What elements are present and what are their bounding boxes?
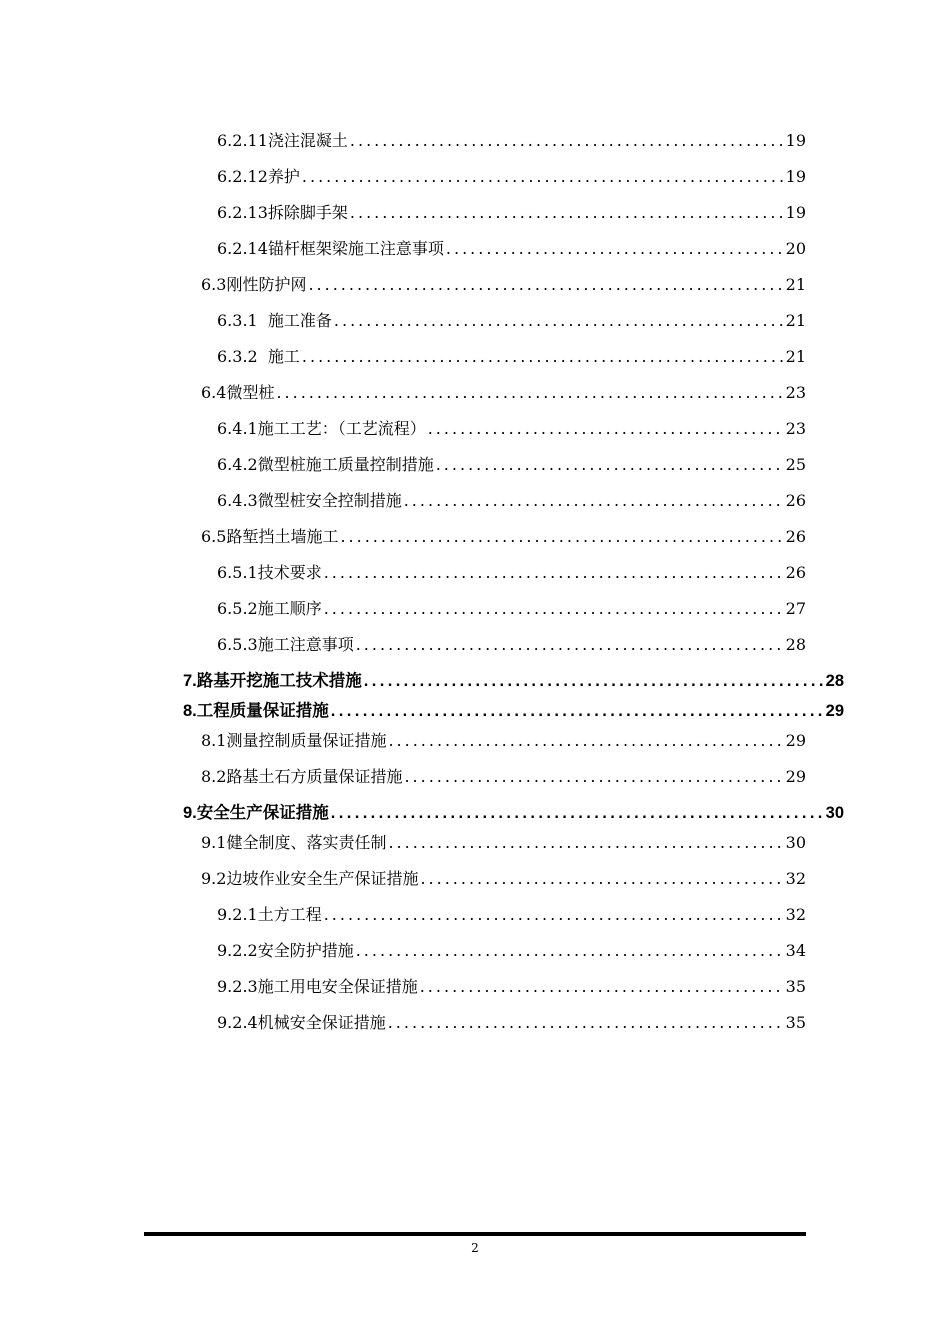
toc-leader-dots [331, 804, 824, 823]
toc-leader-dots [324, 905, 784, 924]
toc-entry-label: 6.5.1技术要求 [217, 563, 322, 582]
toc-page-number: 20 [785, 239, 806, 258]
toc-leader-dots [364, 672, 824, 691]
toc-leader-dots [388, 833, 783, 852]
toc-entry[interactable] [217, 632, 806, 655]
toc-entry-label: 9.安全生产保证措施 [183, 804, 329, 822]
toc-leader-dots [428, 419, 784, 438]
toc-page-number: 29 [785, 731, 806, 750]
toc-entry[interactable] [217, 308, 806, 331]
toc-leader-dots [404, 491, 784, 510]
toc-leader-dots [420, 869, 783, 888]
toc-page-number: 35 [785, 977, 806, 996]
toc-leader-dots [276, 383, 783, 402]
toc-entry-label: 8.1测量控制质量保证措施 [201, 731, 387, 750]
toc-page-number: 32 [785, 905, 806, 924]
toc-leader-dots [324, 563, 784, 582]
toc-entry[interactable] [201, 764, 806, 787]
toc-leader-dots [356, 635, 784, 654]
toc-entry-label: 6.3刚性防护网 [201, 275, 307, 294]
toc-page-number: 21 [785, 347, 806, 366]
toc-entry[interactable] [217, 452, 806, 475]
toc-page-number: 34 [785, 941, 806, 960]
toc-entry-label: 6.5路堑挡土墙施工 [201, 527, 339, 546]
toc-entry[interactable] [201, 272, 806, 295]
toc-entry[interactable] [217, 1010, 806, 1033]
toc-leader-dots [436, 455, 784, 474]
toc-leader-dots [388, 1013, 784, 1032]
toc-page-number: 32 [785, 869, 806, 888]
toc-entry-label: 6.2.13拆除脚手架 [217, 203, 348, 222]
toc-leader-dots [446, 239, 784, 258]
toc-page-number: 26 [785, 527, 806, 546]
toc-entry-label: 6.4.1施工工艺：（工艺流程） [217, 419, 426, 438]
toc-page-number: 35 [785, 1013, 806, 1032]
toc-entry-label: 6.5.2施工顺序 [217, 599, 322, 618]
toc-entry-label: 6.4.3微型桩安全控制措施 [217, 491, 402, 510]
toc-page-number: 30 [825, 804, 844, 822]
toc-page-number: 23 [785, 383, 806, 402]
toc-page-number: 21 [785, 311, 806, 330]
toc-entry-label: 6.4.2微型桩施工质量控制措施 [217, 455, 434, 474]
toc-page-number: 28 [785, 635, 806, 654]
toc-entry[interactable] [217, 128, 806, 151]
toc-entry[interactable] [217, 902, 806, 925]
toc-page-number: 21 [785, 275, 806, 294]
toc-chapter-entry[interactable] [183, 697, 844, 721]
toc-entry-label: 9.2.3施工用电安全保证措施 [217, 977, 418, 996]
toc-entry[interactable] [217, 488, 806, 511]
toc-entry-label: 6.2.12养护 [217, 167, 300, 186]
toc-page-number: 19 [785, 203, 806, 222]
toc-leader-dots [308, 275, 783, 294]
toc-page-number: 19 [785, 167, 806, 186]
toc-entry[interactable] [201, 524, 806, 547]
toc-page-number: 25 [785, 455, 806, 474]
toc-leader-dots [404, 767, 783, 786]
toc-chapter-entry[interactable] [183, 799, 844, 823]
toc-page-number: 26 [785, 491, 806, 510]
toc-entry[interactable] [217, 560, 806, 583]
toc-entry-label: 6.2.14锚杆框架梁施工注意事项 [217, 239, 444, 258]
toc-entry-label: 9.2.2安全防护措施 [217, 941, 354, 960]
toc-entry[interactable] [217, 164, 806, 187]
toc-entry-label: 8.2路基土石方质量保证措施 [201, 767, 403, 786]
toc-entry-label: 9.1健全制度、落实责任制 [201, 833, 387, 852]
toc-entry[interactable] [217, 938, 806, 961]
toc-entry[interactable] [201, 830, 806, 853]
toc-entry[interactable] [217, 596, 806, 619]
toc-leader-dots [334, 311, 784, 330]
toc-entry-label: 6.3.1 施工准备 [217, 311, 332, 330]
toc-entry-label: 9.2.1土方工程 [217, 905, 322, 924]
toc-page-number: 27 [785, 599, 806, 618]
toc-entry[interactable] [201, 728, 806, 751]
toc-page-number: 26 [785, 563, 806, 582]
toc-leader-dots [356, 941, 784, 960]
toc-entry-label: 6.2.11浇注混凝土 [217, 131, 348, 150]
toc-entry-label: 9.2边坡作业安全生产保证措施 [201, 869, 419, 888]
toc-leader-dots [350, 131, 784, 150]
toc-leader-dots [324, 599, 784, 618]
toc-entry[interactable] [217, 236, 806, 259]
toc-page-number: 28 [825, 672, 844, 690]
toc-entry-label: 7.路基开挖施工技术措施 [183, 672, 362, 690]
toc-entry-label: 6.5.3施工注意事项 [217, 635, 354, 654]
toc-page-number: 29 [825, 702, 844, 720]
toc-leader-dots [340, 527, 783, 546]
toc-leader-dots [331, 702, 824, 721]
toc-page-number: 19 [785, 131, 806, 150]
toc-entry[interactable] [217, 344, 806, 367]
toc-leader-dots [388, 731, 783, 750]
toc-page-number: 23 [785, 419, 806, 438]
toc-page-number: 29 [785, 767, 806, 786]
toc-chapter-entry[interactable] [183, 667, 844, 691]
toc-entry[interactable] [201, 866, 806, 889]
toc-page-number: 30 [785, 833, 806, 852]
toc-leader-dots [350, 203, 784, 222]
toc-leader-dots [302, 167, 784, 186]
toc-entry-label: 8.工程质量保证措施 [183, 702, 329, 720]
toc-entry-label: 6.3.2 施工 [217, 347, 300, 366]
toc-entry[interactable] [201, 380, 806, 403]
toc-entry[interactable] [217, 416, 806, 439]
toc-leader-dots [302, 347, 784, 366]
toc-entry-label: 9.2.4机械安全保证措施 [217, 1013, 386, 1032]
toc-entry-label: 6.4微型桩 [201, 383, 275, 402]
toc-entry[interactable] [217, 200, 806, 223]
toc-leader-dots [420, 977, 784, 996]
footer-page-number: 2 [471, 1241, 479, 1255]
toc-entry[interactable] [217, 974, 806, 997]
footer-divider [144, 1232, 806, 1236]
